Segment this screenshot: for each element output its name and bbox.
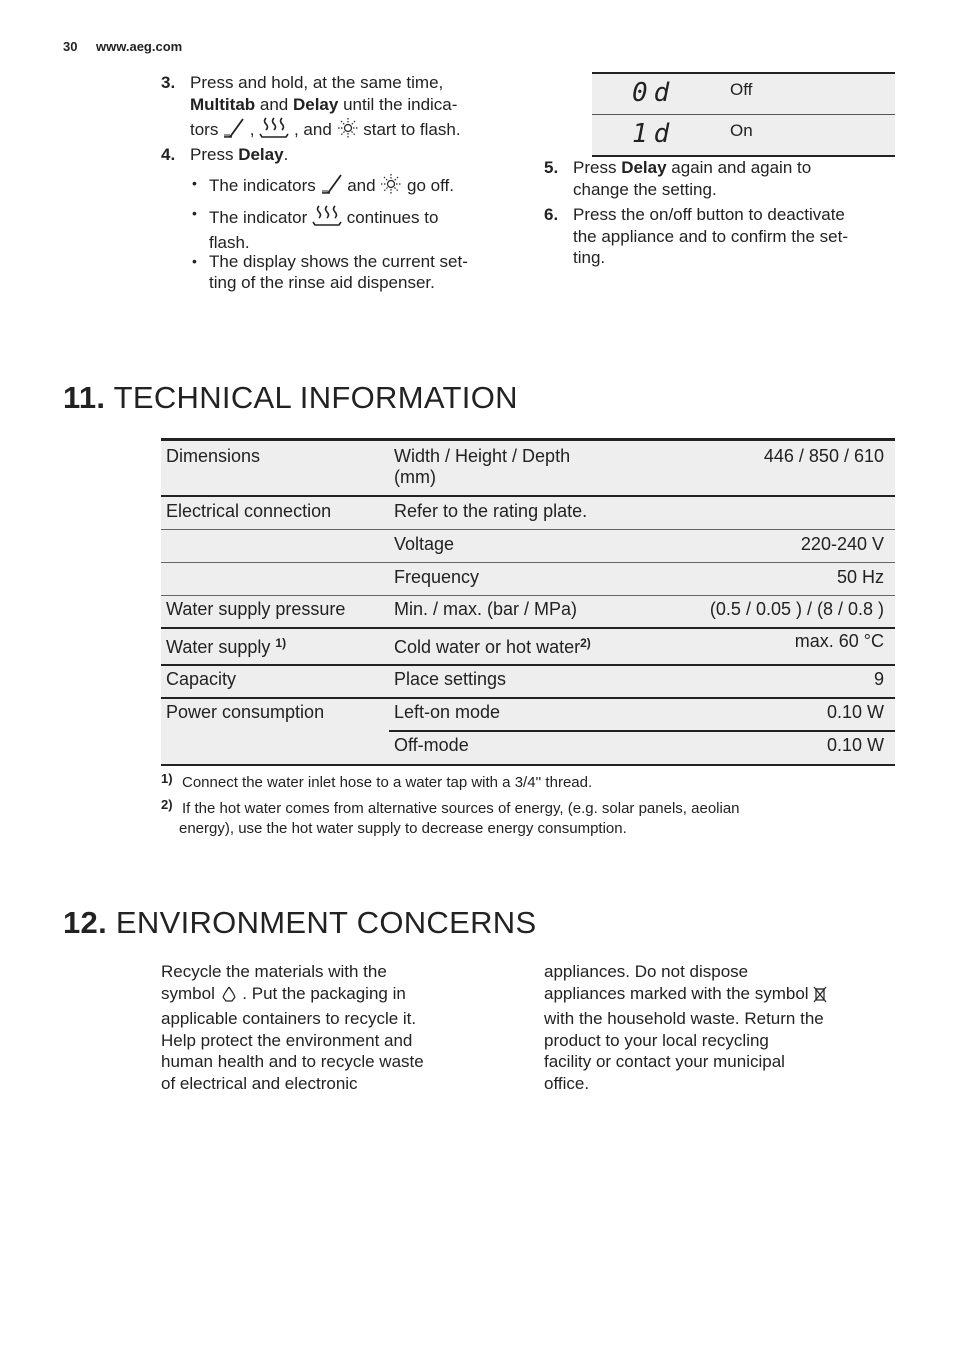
footnote-mark: 1) — [161, 771, 173, 786]
step-number: 3. — [161, 73, 176, 92]
step-5 — [544, 157, 924, 201]
paragraph-line: facility or contact your municipal — [544, 1052, 785, 1071]
step-text-part: until the indica- — [338, 94, 458, 114]
table-cell: 9 — [873, 669, 884, 689]
heating-waves-icon — [312, 203, 342, 232]
display-row-on — [592, 115, 895, 157]
table-cell: max. 60 °C — [794, 631, 884, 651]
display-setting-table — [592, 72, 895, 157]
delay-bold: Delay — [238, 145, 284, 164]
step-number: 6. — [544, 205, 559, 224]
table-row — [161, 666, 895, 699]
step-text-part: Press — [573, 158, 622, 177]
bullet-glyph: • — [192, 205, 197, 221]
footnote-text: If the hot water comes from alternative sources of energy, (e.g. solar panels, aeolian — [182, 800, 740, 817]
step-6 — [544, 204, 924, 270]
table-cell: Frequency — [394, 567, 480, 587]
table-cell: Off-mode — [394, 735, 469, 755]
bullet-text — [209, 173, 454, 200]
paragraph-line — [161, 983, 481, 1009]
display-row-off — [592, 72, 895, 115]
table-cell: 50 Hz — [836, 567, 884, 587]
sun-icon — [337, 117, 359, 145]
paragraph-line: of electrical and electronic — [161, 1073, 358, 1093]
step-text-part: Press — [190, 145, 239, 164]
paragraph-line: human health and to recycle waste — [161, 1052, 424, 1071]
step-text-part: tors — [190, 120, 224, 139]
header-url: www.aeg.com — [96, 39, 183, 54]
bullet-part: go off. — [402, 176, 454, 195]
cell-text: Water supply — [166, 637, 271, 657]
step-3 — [161, 72, 541, 142]
step-number: 4. — [161, 145, 176, 164]
footnote-mark: 2) — [161, 797, 173, 812]
paragraph-part: symbol — [161, 983, 220, 1003]
table-row — [161, 530, 895, 563]
footnote-ref: 2) — [580, 636, 591, 650]
section-number: 11. — [63, 380, 106, 415]
step-text — [573, 204, 848, 269]
step-line: Press and hold, at the same time, — [190, 73, 444, 92]
step-text-part: and — [255, 94, 293, 114]
bullet-line: ting of the rinse aid dispenser. — [209, 273, 435, 292]
table-cell: 0.10 W — [826, 735, 884, 755]
paragraph-line: office. — [544, 1073, 590, 1093]
step-4 — [161, 144, 541, 166]
paragraph-line: applicable containers to recycle it. — [161, 1009, 417, 1028]
table-cell: (0.5 / 0.05 ) / (8 / 0.8 ) — [709, 599, 884, 619]
section-title: TECHNICAL INFORMATION — [113, 380, 518, 415]
footnote-text: energy), use the hot water supply to decrease energy consumption. — [179, 820, 627, 837]
step-line: ting. — [573, 248, 606, 267]
recycle-icon — [220, 985, 238, 1009]
table-cell: Electrical connection — [166, 501, 332, 521]
paragraph-part: appliances marked with the symbol — [544, 983, 814, 1003]
crossed-bin-icon — [813, 985, 827, 1009]
paragraph-line: Help protect the environment and — [161, 1030, 413, 1050]
bullet-line — [209, 203, 438, 232]
rinse-aid-icon — [321, 173, 343, 200]
cell-text: Cold water or hot water — [394, 637, 581, 657]
cell-line: Width / Height / Depth — [394, 446, 571, 466]
table-cell: 0.10 W — [826, 702, 884, 722]
bullet-part: and — [342, 176, 381, 195]
step-text-part: . — [283, 145, 289, 164]
step-text-part: , and — [289, 120, 337, 139]
bullet-text — [209, 203, 438, 253]
step-text-part: again and again to — [666, 158, 812, 177]
table-row — [161, 563, 895, 596]
step-text-part: start to flash. — [358, 120, 461, 139]
delay-bold: Delay — [621, 158, 667, 177]
bullet-part: The indicators — [209, 176, 321, 195]
step-number: 5. — [544, 158, 559, 177]
paragraph-line: Recycle the materials with the — [161, 962, 387, 981]
table-cell: 220-240 V — [800, 534, 884, 554]
paragraph-part: . Put the packaging in — [237, 983, 406, 1003]
step-text — [573, 157, 811, 200]
footnote-ref: 1) — [275, 636, 287, 650]
delay-bold: Delay — [292, 94, 339, 114]
rinse-aid-icon — [223, 117, 245, 145]
step-line — [190, 94, 461, 116]
step-text — [190, 72, 461, 145]
step-text-part: , — [245, 120, 260, 139]
paragraph-line: with the household waste. Return the — [544, 1009, 824, 1028]
display-label: On — [730, 121, 753, 140]
table-cell: Refer to the rating plate. — [394, 501, 588, 521]
bullet-item — [192, 203, 512, 252]
step-text — [190, 144, 288, 166]
table-row — [161, 629, 895, 666]
paragraph-line: product to your local recycling — [544, 1030, 769, 1050]
step-line: change the setting. — [573, 179, 717, 199]
environment-paragraph-right — [544, 961, 864, 1094]
table-cell: Min. / max. (bar / MPa) — [394, 599, 578, 619]
bullet-part: The indicator — [209, 208, 312, 227]
table-cell: Place settings — [394, 669, 507, 689]
bullet-line: flash. — [209, 233, 250, 252]
environment-paragraph-left — [161, 961, 481, 1094]
bullet-item — [192, 173, 512, 197]
display-code: 1d — [632, 119, 676, 149]
table-cell: Voltage — [394, 534, 455, 554]
footnote-1 — [161, 773, 881, 795]
bullet-part: continues to — [342, 208, 439, 227]
table-cell: 446 / 850 / 610 — [763, 446, 884, 466]
step-line — [573, 157, 811, 179]
step-line: Press the on/off button to deactivate — [573, 205, 845, 224]
table-cell — [394, 446, 570, 488]
table-cell: Capacity — [166, 669, 237, 689]
row-divider — [389, 730, 895, 732]
section-heading-technical-information — [63, 380, 518, 416]
bullet-glyph: • — [192, 175, 197, 191]
display-code: 0d — [632, 78, 676, 108]
bullet-line: The display shows the current set- — [209, 252, 468, 271]
table-cell — [166, 636, 286, 658]
table-row — [161, 438, 895, 497]
cell-line: (mm) — [394, 467, 436, 487]
technical-table — [161, 438, 895, 766]
table-cell: Power consumption — [166, 702, 325, 722]
step-line — [190, 115, 461, 145]
table-row-group — [161, 699, 895, 766]
heating-waves-icon — [259, 115, 289, 145]
bullet-item — [192, 251, 512, 295]
page-number: 30 — [63, 39, 78, 54]
footnote-text: Connect the water inlet hose to a water tap with a 3/4'' thread. — [182, 774, 593, 791]
display-label: Off — [730, 80, 753, 99]
paragraph-line — [544, 983, 864, 1009]
section-heading-environment-concerns — [63, 905, 536, 941]
bullet-glyph: • — [192, 253, 197, 269]
table-row — [161, 596, 895, 629]
paragraph-line: appliances. Do not dispose — [544, 962, 749, 981]
step-line: the appliance and to confirm the set- — [573, 226, 848, 246]
table-cell: Water supply pressure — [166, 599, 346, 619]
table-cell — [394, 636, 591, 658]
table-cell: Left-on mode — [394, 702, 501, 722]
table-row — [161, 497, 895, 530]
multitab-bold: Multitab — [190, 94, 256, 114]
table-cell: Dimensions — [166, 446, 261, 466]
footnote-2 — [161, 799, 881, 841]
section-number: 12. — [63, 905, 107, 940]
sun-icon — [380, 173, 402, 200]
section-title: ENVIRONMENT CONCERNS — [115, 905, 537, 940]
bullet-text — [209, 251, 468, 293]
